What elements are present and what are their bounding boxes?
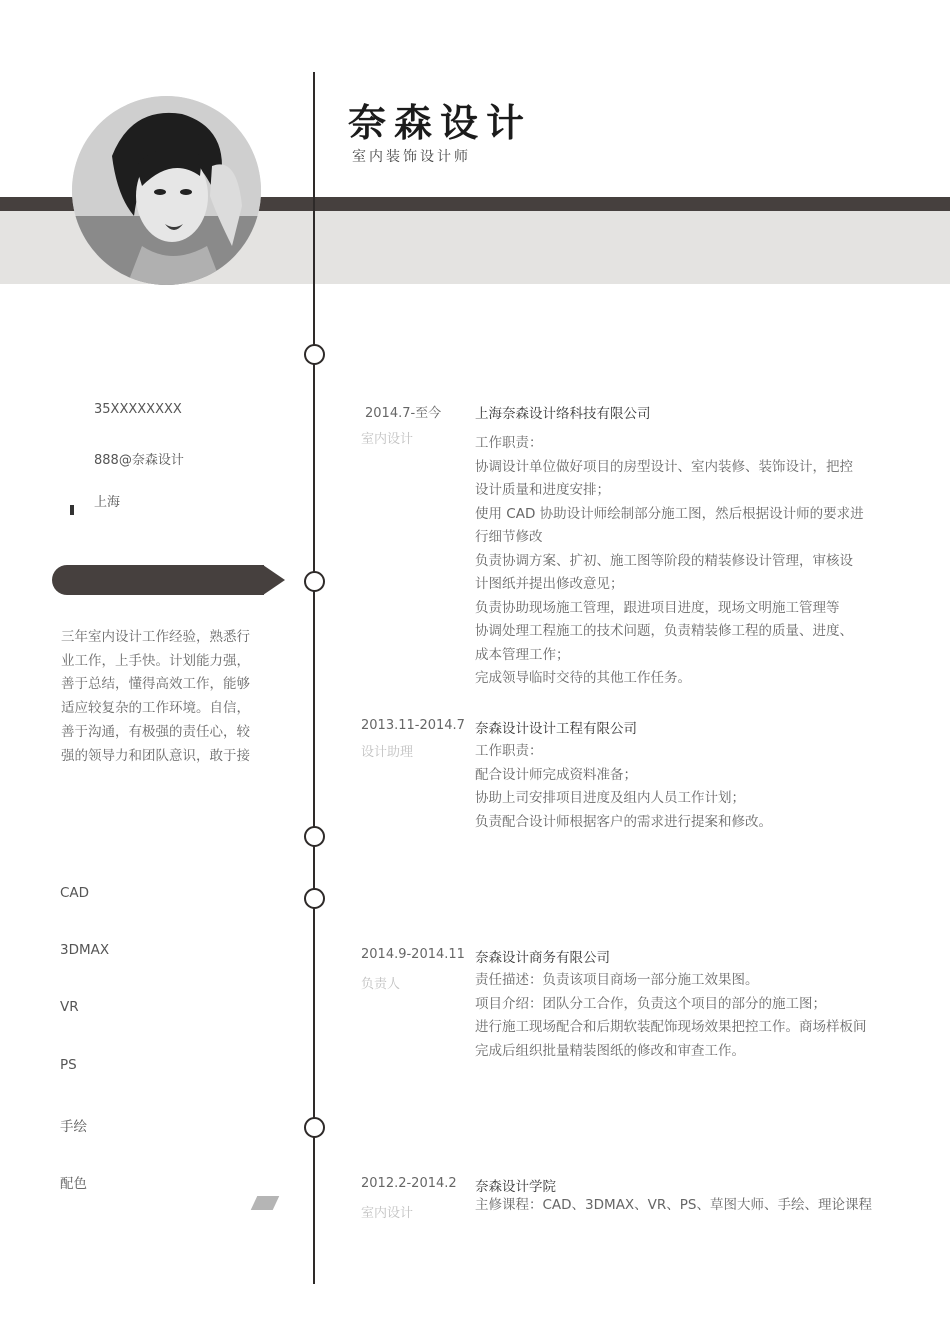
- experience-line: 进行施工现场配合和后期软装配饰现场效果把控工作。商场样板间: [475, 1019, 867, 1035]
- experience-line: 责任描述：负责该项目商场一部分施工效果图。: [475, 972, 759, 988]
- experience-line: 成本管理工作；: [475, 646, 570, 663]
- skill-item: 配色: [60, 1176, 87, 1192]
- experience-date: 2014.7-至今: [365, 406, 442, 421]
- profile-line: 善于总结，懂得高效工作，能够: [61, 676, 250, 693]
- experience-line: 配合设计师完成资料准备；: [475, 766, 637, 783]
- profile-line: 三年室内设计工作经验，熟悉行: [61, 629, 250, 645]
- profile-line: 适应较复杂的工作环境。自信，: [61, 700, 250, 717]
- experience-line: 工作职责：: [475, 435, 543, 451]
- pill-arrow-icon: [263, 565, 285, 595]
- timeline-node: [304, 571, 325, 592]
- experience-line: 协调设计单位做好项目的房型设计、室内装修、装饰设计，把控: [475, 458, 853, 475]
- experience-line: 主修课程：CAD、3DMAX、VR、PS、草图大师、手绘、理论课程: [475, 1197, 872, 1213]
- contact-email: 888@奈森设计: [94, 453, 184, 468]
- skill-item: CAD: [60, 885, 90, 901]
- timeline-node: [304, 344, 325, 365]
- experience-line: 完成领导临时交待的其他工作任务。: [475, 670, 691, 686]
- experience-line: 协助上司安排项目进度及组内人员工作计划；: [475, 790, 745, 806]
- experience-description: [475, 740, 895, 834]
- experience-line: 工作职责：: [475, 743, 543, 759]
- experience-date: 2014.9-2014.11: [361, 947, 465, 962]
- experience-description: [475, 1194, 895, 1218]
- timeline-line: [313, 72, 315, 1284]
- experience-line: 计图纸并提出修改意见；: [475, 576, 624, 592]
- experience-line: 设计质量和进度安排；: [475, 482, 610, 498]
- experience-line: 行细节修改: [475, 529, 543, 545]
- timeline-node: [304, 826, 325, 847]
- experience-company: 奈森设计学院: [475, 1179, 556, 1195]
- experience-role: 设计助理: [361, 745, 414, 760]
- timeline-node: [304, 888, 325, 909]
- job-title: 室内装饰设计师: [352, 149, 471, 165]
- page-title: 奈森设计: [348, 101, 533, 145]
- contact-phone: 35XXXXXXXX: [94, 402, 182, 417]
- experience-line: 项目介绍：团队分工合作，负责这个项目的部分的施工图；: [475, 995, 826, 1012]
- profile-photo: [72, 96, 261, 285]
- experience-role: 室内设计: [361, 432, 414, 447]
- experience-company: 奈森设计商务有限公司: [475, 950, 610, 966]
- experience-line: 负责配合设计师根据客户的需求进行提案和修改。: [475, 813, 772, 830]
- skill-item: VR: [60, 999, 79, 1015]
- experience-line: 协调处理工程施工的技术问题，负责精装修工程的质量、进度、: [475, 623, 853, 639]
- profile-line: 业工作，上手快。计划能力强，: [61, 652, 250, 669]
- experience-role: 室内设计: [361, 1206, 414, 1221]
- experience-description: [475, 969, 895, 1063]
- location-icon: [70, 505, 74, 515]
- experience-line: 负责协调方案、扩初、施工图等阶段的精装修设计管理，审核设: [475, 552, 853, 569]
- skill-item: 手绘: [60, 1119, 87, 1135]
- section-heading-pill: [52, 565, 264, 595]
- experience-description: [475, 432, 895, 691]
- profile-summary: [61, 626, 267, 768]
- timeline-node: [304, 1117, 325, 1138]
- experience-date: 2012.2-2014.2: [361, 1176, 457, 1191]
- skill-item: 3DMAX: [60, 942, 110, 958]
- experience-line: 完成后组织批量精装图纸的修改和审查工作。: [475, 1042, 745, 1059]
- profile-line: 强的领导力和团队意识，敢于接: [61, 747, 250, 764]
- experience-company: 奈森设计设计工程有限公司: [475, 721, 637, 737]
- contact-location: 上海: [94, 495, 121, 510]
- experience-role: 负责人: [361, 977, 401, 992]
- decorative-slash: [251, 1196, 280, 1210]
- experience-date: 2013.11-2014.7: [361, 718, 465, 733]
- experience-line: 使用 CAD 协助设计师绘制部分施工图，然后根据设计师的要求进: [475, 505, 864, 522]
- experience-company: 上海奈森设计络科技有限公司: [475, 406, 651, 422]
- profile-line: 善于沟通，有极强的责任心，较: [61, 723, 250, 740]
- experience-line: 负责协助现场施工管理，跟进项目进度，现场文明施工管理等: [475, 599, 840, 616]
- skill-item: PS: [60, 1057, 77, 1073]
